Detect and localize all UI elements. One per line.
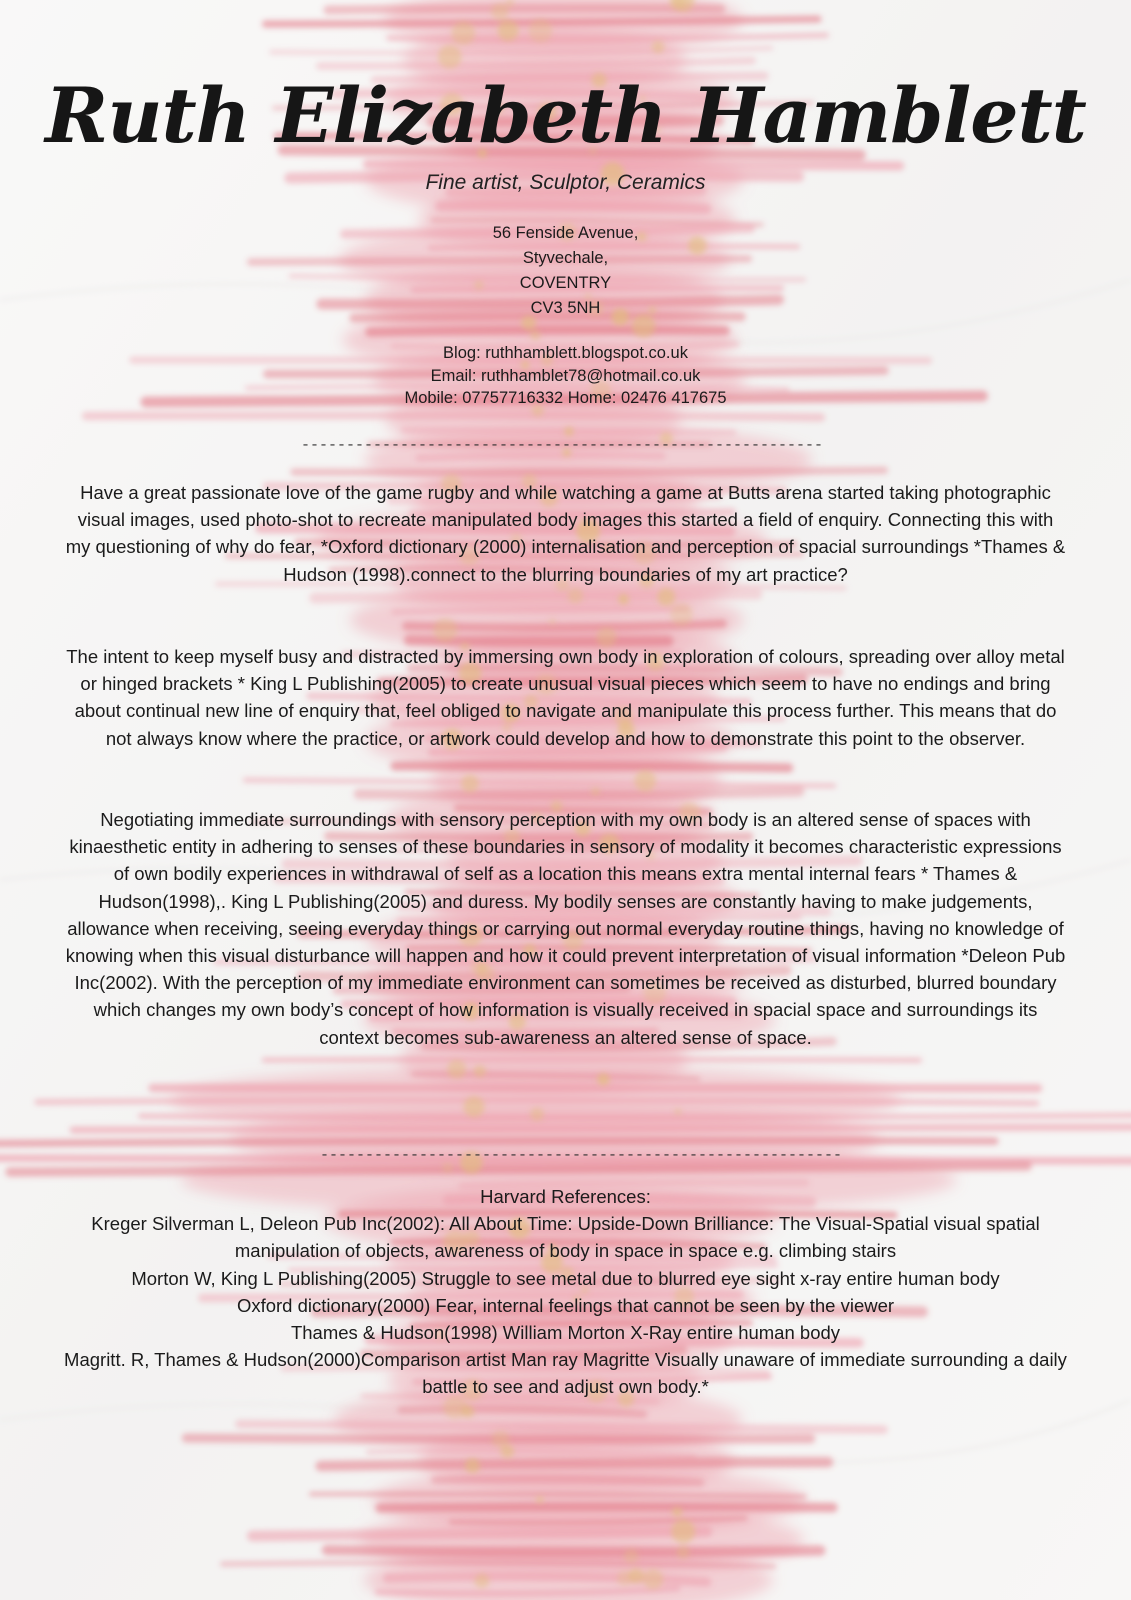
- artist-name: Ruth Elizabeth Hamblett: [45, 71, 1086, 160]
- email-link[interactable]: Email: ruthhamblet78@hotmail.co.uk: [430, 366, 701, 385]
- artist-tagline: Fine artist, Sculptor, Ceramics: [425, 171, 706, 194]
- blog-link[interactable]: Blog: ruthhamblett.blogspot.co.uk: [443, 344, 688, 362]
- reference-item: Oxford dictionary(2000) Fear, internal feelings that cannot be seen by the viewer: [236, 1294, 895, 1316]
- reference-item: Kreger Silverman L, Deleon Pub Inc(2002): All About Time: Upside-Down Brilliance: The Visual-Spatial visual spatial manipulation of objects, awareness of body in space in space e.g. climbing stairs: [91, 1213, 1040, 1262]
- contact-details: [0, 342, 1131, 410]
- address-line: CV3 5NH: [530, 299, 601, 317]
- section-divider: ----------------------------------------------------------: [300, 437, 824, 454]
- references-heading: Harvard References:: [480, 1186, 651, 1207]
- statement-paragraph-3: Negotiating immediate surroundings with sensory perception with my own body is an altered sense of spaces with kinaesthetic entity in adhering to senses of these boundaries in sensory of modality it becomes characteristic expressions of own bodily experiences in withdrawal of self as a location this means extra mental internal fears * Thames & Hudson(1998),. King L Publishing(2005) and duress. My bodily senses are constantly having to make judgements, allowance when receiving, seeing everyday things or carrying out normal everyday routine things, having no knowledge of knowing when this visual disturbance will happen and how it could prevent interpretation of visual information *Deleon Pub Inc(2002). With the perception of my immediate environment can sometimes be received as disturbed, blurred boundary which changes my own body’s concept of how information is visually received in spacial space and surroundings its context becomes sub-awareness an altered sense of space.: [65, 809, 1066, 1048]
- reference-item: Morton W, King L Publishing(2005) Struggle to see metal due to blurred eye sight x-ray entire human body: [131, 1267, 1000, 1289]
- reference-item: Thames & Hudson(1998) William Morton X-Ray entire human body: [290, 1322, 841, 1344]
- address-line: COVENTRY: [519, 274, 612, 292]
- statement-paragraph-2: The intent to keep myself busy and distracted by immersing own body in exploration of colours, spreading over alloy metal or hinged brackets * King L Publishing(2005) to create unusual visual pieces which seem to have no endings and bring about continual new line of enquiry that, feel obliged to navigate and manipulate this process further. This means that do not always know where the practice, or artwork could develop and how to demonstrate this point to the observer.: [66, 646, 1065, 749]
- section-divider: ----------------------------------------------------------: [319, 1147, 843, 1164]
- phone-numbers: Mobile: 07757716332 Home: 02476 417675: [404, 389, 727, 407]
- address-line: 56 Fenside Avenue,: [492, 224, 639, 242]
- postal-address: [0, 221, 1131, 321]
- reference-item: Magritt. R, Thames & Hudson(2000)Comparison artist Man ray Magritte Visually unaware of immediate surrounding a daily battle to see and adjust own body.*: [64, 1349, 1067, 1398]
- address-line: Styvechale,: [522, 249, 609, 267]
- statement-paragraph-1: Have a great passionate love of the game rugby and while watching a game at Butts arena started taking photographic visual images, used photo-shot to recreate manipulated body images this started a field of enquiry. Connecting this with my questioning of why do fear, *Oxford dictionary (2000) internalisation and perception of spacial surroundings *Thames & Hudson (1998).connect to the blurring boundaries of my art practice?: [65, 482, 1066, 585]
- references-section: [60, 1183, 1071, 1401]
